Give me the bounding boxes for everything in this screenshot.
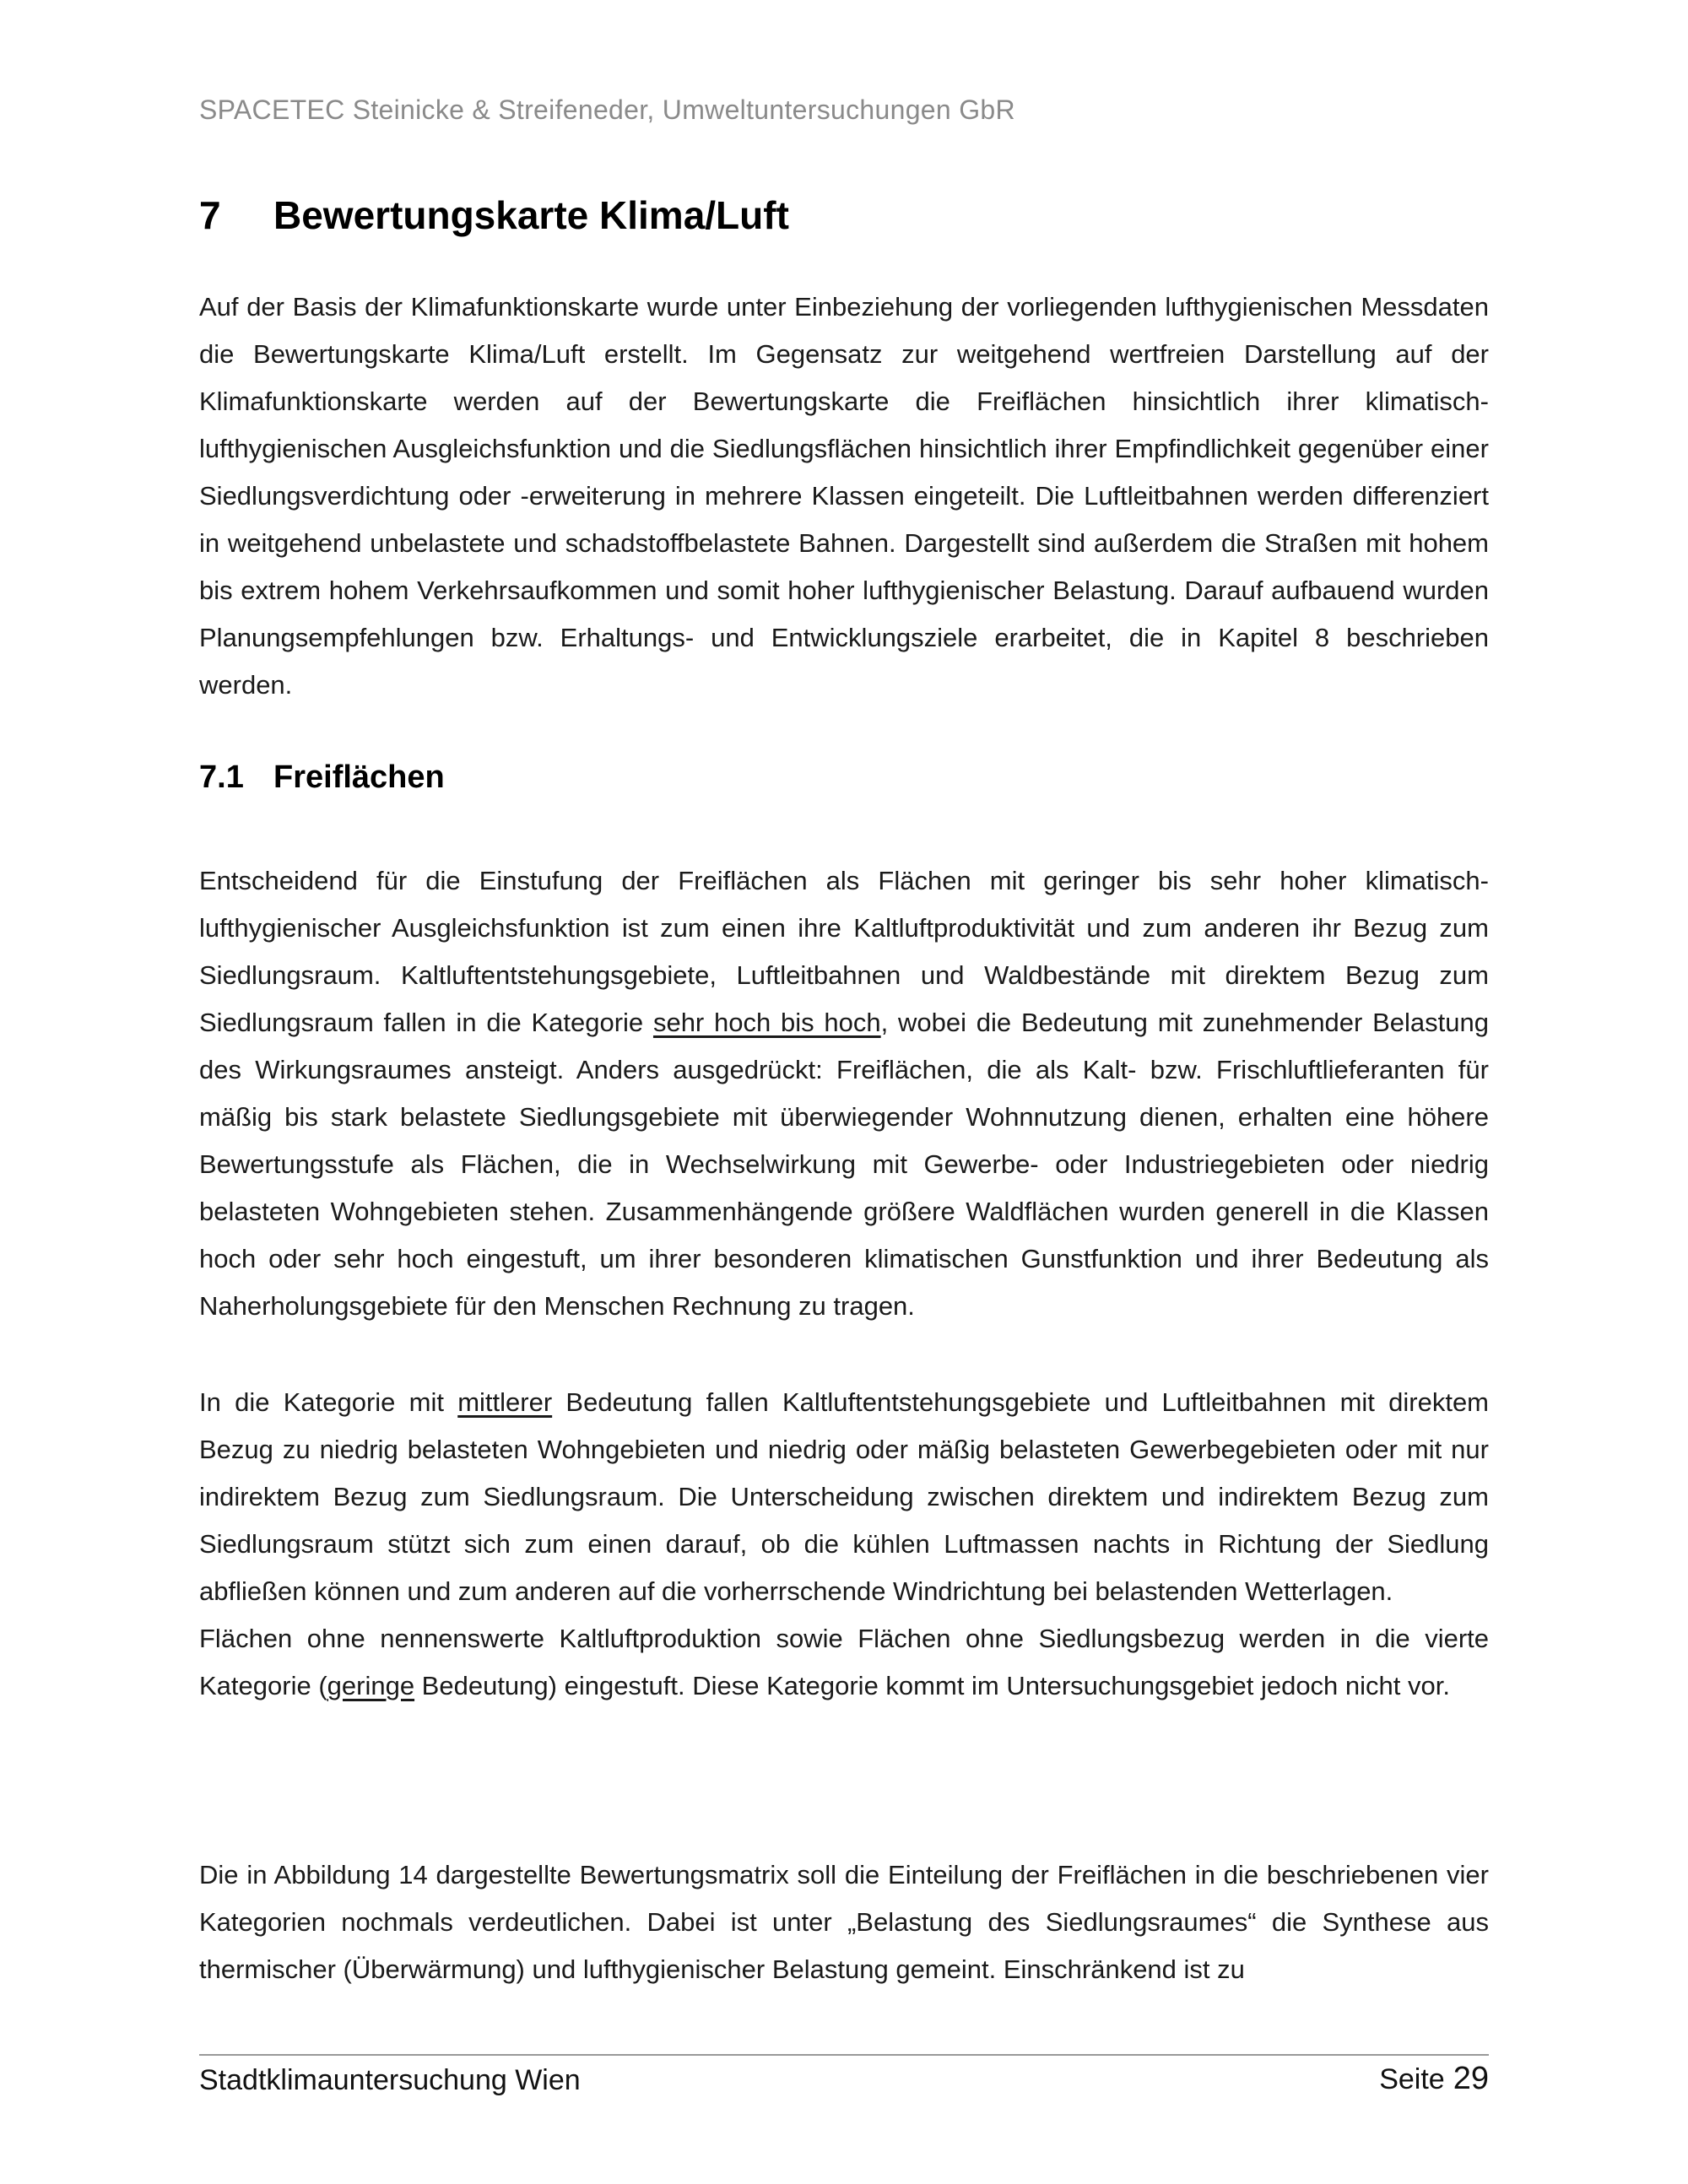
section-intro-paragraph: Auf der Basis der Klimafunktionskarte wurde unter Einbeziehung der vorliegenden lufthygienischen Messdaten die Bewertungskarte Klima/Luft erstellt. Im Gegensatz zur weitgehend wertfreien Darstellung auf der Klimafunktionskarte werden auf der Bewertungskarte die Freiflächen hinsichtlich ihrer klimatisch-lufthygienischen Ausgleichsfunktion und die Siedlungsflächen hinsichtlich ihrer Empfindlichkeit gegenüber einer Siedlungsverdichtung oder -erweiterung in mehrere Klassen eingeteilt. Die Luftleitbahnen werden differenziert in weitgehend unbelastete und schadstoffbelastete Bahnen. Dargestellt sind außerdem die Straßen mit hohem bis extrem hohem Verkehrsaufkommen und somit hoher lufthygienischer Belastung. Darauf aufbauend wurden Planungsempfehlungen bzw. Erhaltungs- und Entwicklungsziele erarbeitet, die in Kapitel 8 beschrieben werden. — [199, 292, 1489, 700]
footer-divider — [199, 2054, 1489, 2056]
footer-page — [1379, 2061, 1489, 2097]
p3-underlined-term: geringe — [327, 1671, 415, 1700]
subsection-heading — [199, 760, 445, 796]
footer-page-label: Seite — [1379, 2063, 1445, 2095]
freiflaechen-paragraph-4 — [199, 1852, 1489, 1993]
subsection-number: 7.1 — [199, 760, 244, 795]
p3-text-before: Flächen ohne nennenswerte Kaltluftproduktion sowie Flächen ohne Siedlungsbezug werden in die vierte Kategorie ( — [199, 1624, 1489, 1700]
section-heading — [199, 192, 789, 238]
p1-text-after: , wobei die Bedeutung mit zunehmender Belastung des Wirkungsraumes ansteigt. Anders ausgedrückt: Freiflächen, die als Kalt- bzw. Frischluftlieferanten für mäßig bis stark belastete Siedlungsgebiete mit überwiegender Wohnnutzung dienen, erhalten eine höhere Bewertungsstufe als Flächen, die in Wechselwirkung mit Gewerbe- oder Industriegebieten oder niedrig belasteten Wohngebieten stehen. Zusammenhängende größere Waldflächen wurden generell in die Klassen hoch oder sehr hoch eingestuft, um ihrer besonderen klimatischen Gunstfunktion und ihrer Bedeutung als Naherholungsgebiete für den Menschen Rechnung zu tragen. — [199, 1008, 1490, 1321]
p4-text: Die in Abbildung 14 dargestellte Bewertungsmatrix soll die Einteilung der Freiflächen in die beschriebenen vier Kategorien nochmals verdeutlichen. Dabei ist unter „Belastung des Siedlungsraumes“ die Synthese aus thermischer (Überwärmung) und lufthygienischer Belastung gemeint. Einschränkend ist zu — [199, 1860, 1489, 1984]
footer-title: Stadtklimauntersuchung Wien — [199, 2064, 581, 2096]
section-number: 7 — [199, 193, 221, 237]
freiflaechen-paragraph-2 — [199, 1379, 1489, 1710]
p2-text-after: Bedeutung fallen Kaltluftentstehungsgebiete und Luftleitbahnen mit direktem Bezug zu niedrig belasteten Wohngebieten und niedrig oder mäßig belasteten Gewerbegebieten oder mit nur indirektem Bezug zum Siedlungsraum. Die Unterscheidung zwischen direktem und indirektem Bezug zum Siedlungsraum stützt sich zum einen darauf, ob die kühlen Luftmassen nachts in Richtung der Siedlung abfließen können und zum anderen auf die vorherrschende Windrichtung bei belastenden Wetterlagen. — [199, 1387, 1490, 1606]
p1-text-before: Entscheidend für die Einstufung der Freiflächen als Flächen mit geringer bis sehr hoher klimatisch-lufthygienischer Ausgleichsfunktion ist zum einen ihre Kaltluftproduktivität und zum anderen ihr Bezug zum Siedlungsraum. Kaltluftentstehungsgebiete, Luftleitbahnen und Waldbestände mit direktem Bezug zum Siedlungsraum fallen in die Kategorie — [199, 866, 1489, 1037]
footer-page-number: 29 — [1453, 2061, 1489, 2096]
p3-text-after: Bedeutung) eingestuft. Diese Kategorie kommt im Untersuchungsgebiet jedoch nicht vor. — [414, 1671, 1450, 1700]
p2-text-before: In die Kategorie mit — [199, 1387, 458, 1417]
page-header: SPACETEC Steinicke & Streifeneder, Umweltuntersuchungen GbR — [199, 95, 1015, 125]
subsection-title: Freiflächen — [273, 760, 445, 795]
freiflaechen-paragraph-1 — [199, 857, 1489, 1330]
p1-underlined-term: sehr hoch bis hoch — [652, 1008, 881, 1037]
section-title: Bewertungskarte Klima/Luft — [273, 193, 789, 237]
p2-underlined-term: mittlerer — [457, 1387, 553, 1417]
section-intro-block — [199, 284, 1489, 709]
